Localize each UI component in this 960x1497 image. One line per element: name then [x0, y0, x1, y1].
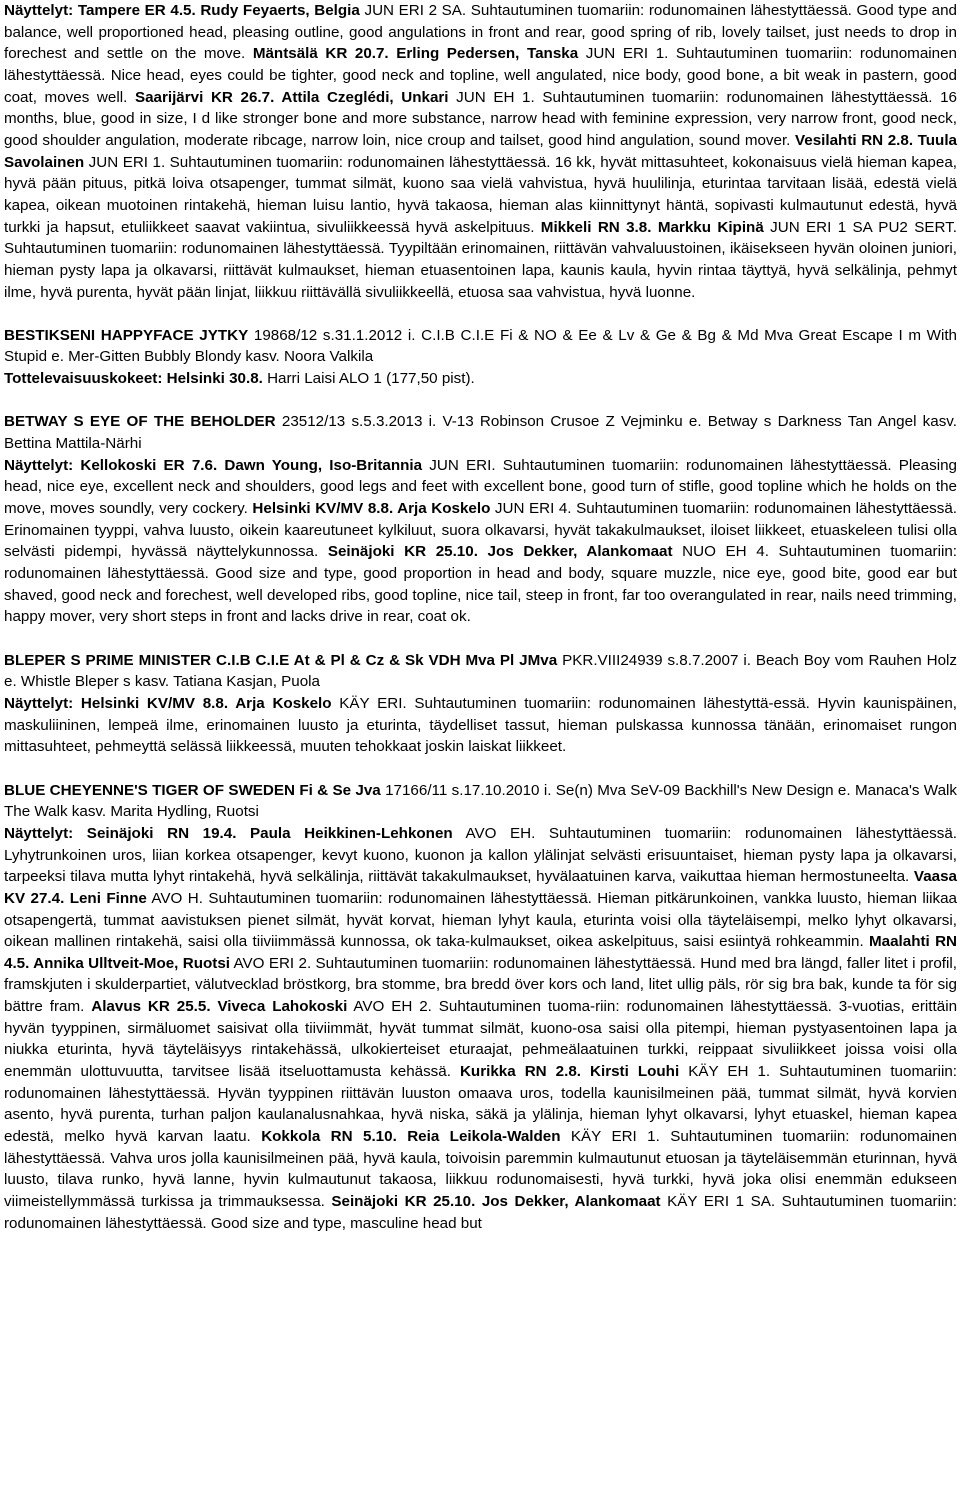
text-run: JUN ERI 1. Suhtautuminen tuomariin: rodunomainen lähestyttäessä. 16 kk, hyvät mittasuhteet, kokonaisuus vielä hieman kapea, hyvä pään pituus, pitkä loiva otsapenger, tummat silmät, kuono saa vielä vahvistua, hyvä huulilinja, eturintaa tarvitaan lisää, edestä vielä kapea, oikean muotoinen rintakehä, hieman luisu lantio, hyvä takaosa, hieman alas kiinnittynyt häntä, sopivasti kulmautunut edestä, hyvä turkki ja hapsut, etuliikkeet saavat vakiintua, sivuliikkeessä hyvä askelpituus.: [4, 153, 957, 236]
text-run: JUN ERI 1. Suhtautuminen tuomariin: rodunomainen lähestyttäessä. Nice head, eyes could be tighter, good neck and topline, well angulated, nice body, good bone, a bit weak in pastern, good coat, moves well.: [4, 45, 957, 106]
text-run: JUN EH 1. Suhtautuminen tuomariin: rodunomainen lähestyttäessä. 16 months, blue, good in size, I d like stronger bone and more substance, narrow head with feminine expression, very narrow front, good neck, good shoulder angulation, moderate ribcage, narrow loin, nice croup and tailset, good hind angulation, sound mover.: [4, 88, 957, 149]
bold-heading-run: BETWAY S EYE OF THE BEHOLDER: [4, 413, 276, 431]
bold-heading-run: Kurikka RN 2.8. Kirsti Louhi: [459, 1063, 680, 1081]
dog-entry-paragraph: [4, 411, 957, 628]
bold-heading-run: Maalahti RN 4.5. Annika Ulltveit-Moe, Ruotsi: [4, 933, 958, 972]
bold-heading-run: BESTIKSENI HAPPYFACE JYTKY: [4, 326, 249, 344]
text-run: KÄY ERI. Suhtautuminen tuomariin: rodunomainen lähestyttä-essä. Hyvin kaunispäinen, maskuliininen, lempeä ilme, erinomainen luusto ja eturinta, täydelliset tassut, hieman pulskassa kunnossa tänään, erinomaiset rungon mittasuhteet, pehmeyttä selässä liikkeessä, muuten tehokkaat joskin laiskat liikkeet.: [4, 694, 957, 756]
dog-entry-paragraph: [4, 325, 957, 390]
text-run: AVO EH. Suhtautuminen tuomariin: rodunomainen lähestyttäessä. Lyhytrunkoinen uros, liian korkea otsapenger, kevyt kuono, kuonon ja kallon ylälinjat selvästi erisuuntaiset, hieman pysty lapa ja olkavarsi, tarpeeksi tilava mutta lyhyt rintakehä, hyvä selkälinja, riittävät takakulmaukset, hyvälaatuinen karva, vaikuttaa hieman hermostuneelta.: [4, 824, 958, 886]
text-run: NUO EH 4. Suhtautuminen tuomariin: rodunomainen lähestyttäessä. Good size and type, good proportion in head and body, square muzzle, nice eye, good bite, good ear but shaved, good neck and forechest, well developed ribs, good topline, nice tail, steep in front, far too overangulated in rear, nails need trimming, happy mover, very short steps in front and lacks drive in rear, coat ok.: [4, 543, 958, 626]
dog-entry-paragraph: [4, 780, 957, 1235]
bold-heading-run: Mikkeli RN 3.8. Markku Kipinä: [540, 218, 764, 236]
continued-entry-paragraph: [4, 0, 957, 303]
text-run: Harri Laisi ALO 1 (177,50 pist).: [262, 370, 475, 388]
bold-heading-run: Alavus KR 25.5. Viveca Lahokoski: [91, 998, 348, 1016]
text-run: KÄY ERI 1 SA. Suhtautuminen tuomariin: rodunomainen lähestyttäessä. Good size and type, masculine head but: [4, 1193, 957, 1232]
text-run: 17166/11 s.17.10.2010 i. Se(n) Mva SeV-09 Backhill's New Design e. Manaca's Walk The Walk kasv. Marita Hydling, Ruotsi: [4, 781, 957, 821]
text-run: JUN ERI 2 SA. Suhtautuminen tuomariin: rodunomainen lähestyttäessä. Good type and balance, well proportioned head, pleasing outline, good angulations in front and rear, good spring of rib, lovely tailset, just needs to drop in forechest and settle on the move.: [4, 2, 957, 63]
text-run: AVO EH 2. Suhtautuminen tuoma-riin: rodunomainen lähestyttäessä. 3-vuotias, erittäin hyvän tyyppinen, sirmäluomet saisivat olla tiiviimmät, hyvät tummat silmät, kuono-osa saisi olla pitempi, hieman pystyasentoinen lapa ja niukka eturinta, hyvä täyteläisyys rintakehässä, ulkokierteiset eturaajat, pehmeälaatuinen turkki, reippaat sivuliikkeet joissa voisi olla enemmän ulottuvuutta, tarvitsee lisää itseluottamusta kehässä.: [4, 998, 958, 1081]
dog-entry-paragraph: [4, 650, 957, 758]
bold-heading-run: Vaasa KV 27.4. Leni Finne: [4, 868, 957, 907]
text-run: JUN ERI 1 SA PU2 SERT. Suhtautuminen tuomariin: rodunomainen lähestyttäessä. Tyypiltään erinomainen, riittävän vahvaluustoinen, ikäisekseen hyvän oloinen juniori, hieman pysty lapa ja olkavarsi, riittävät kulmaukset, hieman etuasentoinen lapa, kaunis kaula, hyvin rintaa täyttyä, hyvä selkälinja, pehmyt ilme, hyvä purenta, hyvät pään linjat, liikkuu riittävällä sivuliikkeellä, etuosa saa vahvistua, hyvä luonne.: [4, 218, 957, 301]
text-run: KÄY ERI 1. Suhtautuminen tuomariin: rodunomainen lähestyttäessä. Vahva uros jolla kaunisilmeinen pää, hyvä kaula, toivoisin paremmin kulmautunut etuosan ja täyteläisemmän eturinnan, hyvä luusto, tilava runko, hyvä lanne, hyvin kulmautunut takaosa, liikkuu rodunomaisesti, hyvä turkki, hyvä joka olisi enemmän edukseen viimeistellymmässä turkissa ja trimmauksessa.: [4, 1128, 957, 1211]
bold-heading-run: Näyttelyt: Kellokoski ER 7.6. Dawn Young, Iso-Britannia: [4, 456, 423, 474]
bold-heading-run: Näyttelyt: Helsinki KV/MV 8.8. Arja Koskelo: [4, 694, 332, 712]
bold-heading-run: BLEPER S PRIME MINISTER C.I.B C.I.E At & Pl & Cz & Sk VDH Mva Pl JMva: [4, 651, 558, 669]
text-run: AVO H. Suhtautuminen tuomariin: rodunomainen lähestyttäessä. Hieman pitkärunkoinen, vankka luusto, hieman liikaa otsapengertä, tummat aavistuksen pienet silmät, hyvät korvat, hieman lyhyt kaula, eturinta voisi olla täyteläisempi, melko lyhyt olkavarsi, oikean mallinen rintakehä, saisi olla tiiviimmässä kunnossa, ok taka-kulmaukset, oikea askelpituus, saisi esiintyä rohkeammin.: [4, 889, 957, 951]
text-run: JUN ERI. Suhtautuminen tuomariin: rodunomainen lähestyttäessä. Pleasing head, nice eye, excellent neck and shoulders, good legs and feet with excellent bone, good turn of stifle, good topline which he holds on the move, moves soundly, very cockery.: [4, 456, 957, 518]
bold-heading-run: Seinäjoki KR 25.10. Jos Dekker, Alankomaat: [331, 1193, 661, 1211]
text-run: 19868/12 s.31.1.2012 i. C.I.B C.I.E Fi & NO & Ee & Lv & Ge & Bg & Md Mva Great Escape I m With Stupid e. Mer-Gitten Bubbly Blondy kasv. Noora Valkila: [4, 326, 957, 366]
bold-heading-run: Saarijärvi KR 26.7. Attila Czeglédi, Unkari: [134, 88, 449, 106]
bold-heading-run: Vesilahti RN 2.8. Tuula Savolainen: [4, 131, 957, 171]
bold-heading-run: BLUE CHEYENNE'S TIGER OF SWEDEN Fi & Se Jva: [4, 781, 381, 799]
bold-heading-run: Seinäjoki KR 25.10. Jos Dekker, Alankomaat: [327, 543, 673, 561]
text-run: 23512/13 s.5.3.2013 i. V-13 Robinson Crusoe Z Vejminku e. Betway s Darkness Tan Angel kasv. Bettina Mattila-Närhi: [4, 413, 957, 453]
bold-heading-run: Kokkola RN 5.10. Reia Leikola-Walden: [261, 1128, 561, 1146]
text-run: JUN ERI 4. Suhtautuminen tuomariin: rodunomainen lähestyttäessä. Erinomainen tyyppi, vahva luusto, oikein kaareutuneet kylkiluut, suora olkavarsi, hyvät takakulmaukset, iloiset liikkeet, etuaskeleen tulisi olla selvästi pidempi, hyvässä näyttelykunnossa.: [4, 500, 957, 561]
bold-heading-run: Mäntsälä KR 20.7. Erling Pedersen, Tanska: [252, 45, 579, 63]
bold-heading-run: Näyttelyt: Seinäjoki RN 19.4. Paula Heikkinen-Lehkonen: [4, 824, 453, 842]
bold-heading-run: Helsinki KV/MV 8.8. Arja Koskelo: [252, 500, 491, 518]
bold-heading-run: Tottelevaisuuskokeet: Helsinki 30.8.: [4, 370, 263, 388]
text-run: AVO ERI 2. Suhtautuminen tuomariin: rodunomainen lähestyttäessä. Hund med bra längd, faller litet i profil, framskjuten i skulderpartiet, välutvecklad bröstkorg, bra stomme, bra bredd över kors och land, litet ullig päls, rör sig bra bak, kunde ta för sig bättre fram.: [4, 954, 957, 1016]
text-run: KÄY EH 1. Suhtautuminen tuomariin: rodunomainen lähestyttäessä. Hyvän tyyppinen riittävän luuston omaava uros, todella kaunisilmeinen pää, tummat silmät, hyvä korvien asento, hyvä purenta, turhan paljon kaulanalusnahkaa, hyvä niska, säkä ja ylälinja, hieman lyhyt olkavarsi, lyhyt etuaskel, hieman kapea edestä, melko hyvä karvan laatu.: [4, 1063, 958, 1146]
text-run: PKR.VIII24939 s.8.7.2007 i. Beach Boy vom Rauhen Holz e. Whistle Bleper s kasv. Tatiana Kasjan, Puola: [4, 651, 957, 691]
bold-heading-run: Näyttelyt: Tampere ER 4.5. Rudy Feyaerts, Belgia: [4, 2, 360, 19]
